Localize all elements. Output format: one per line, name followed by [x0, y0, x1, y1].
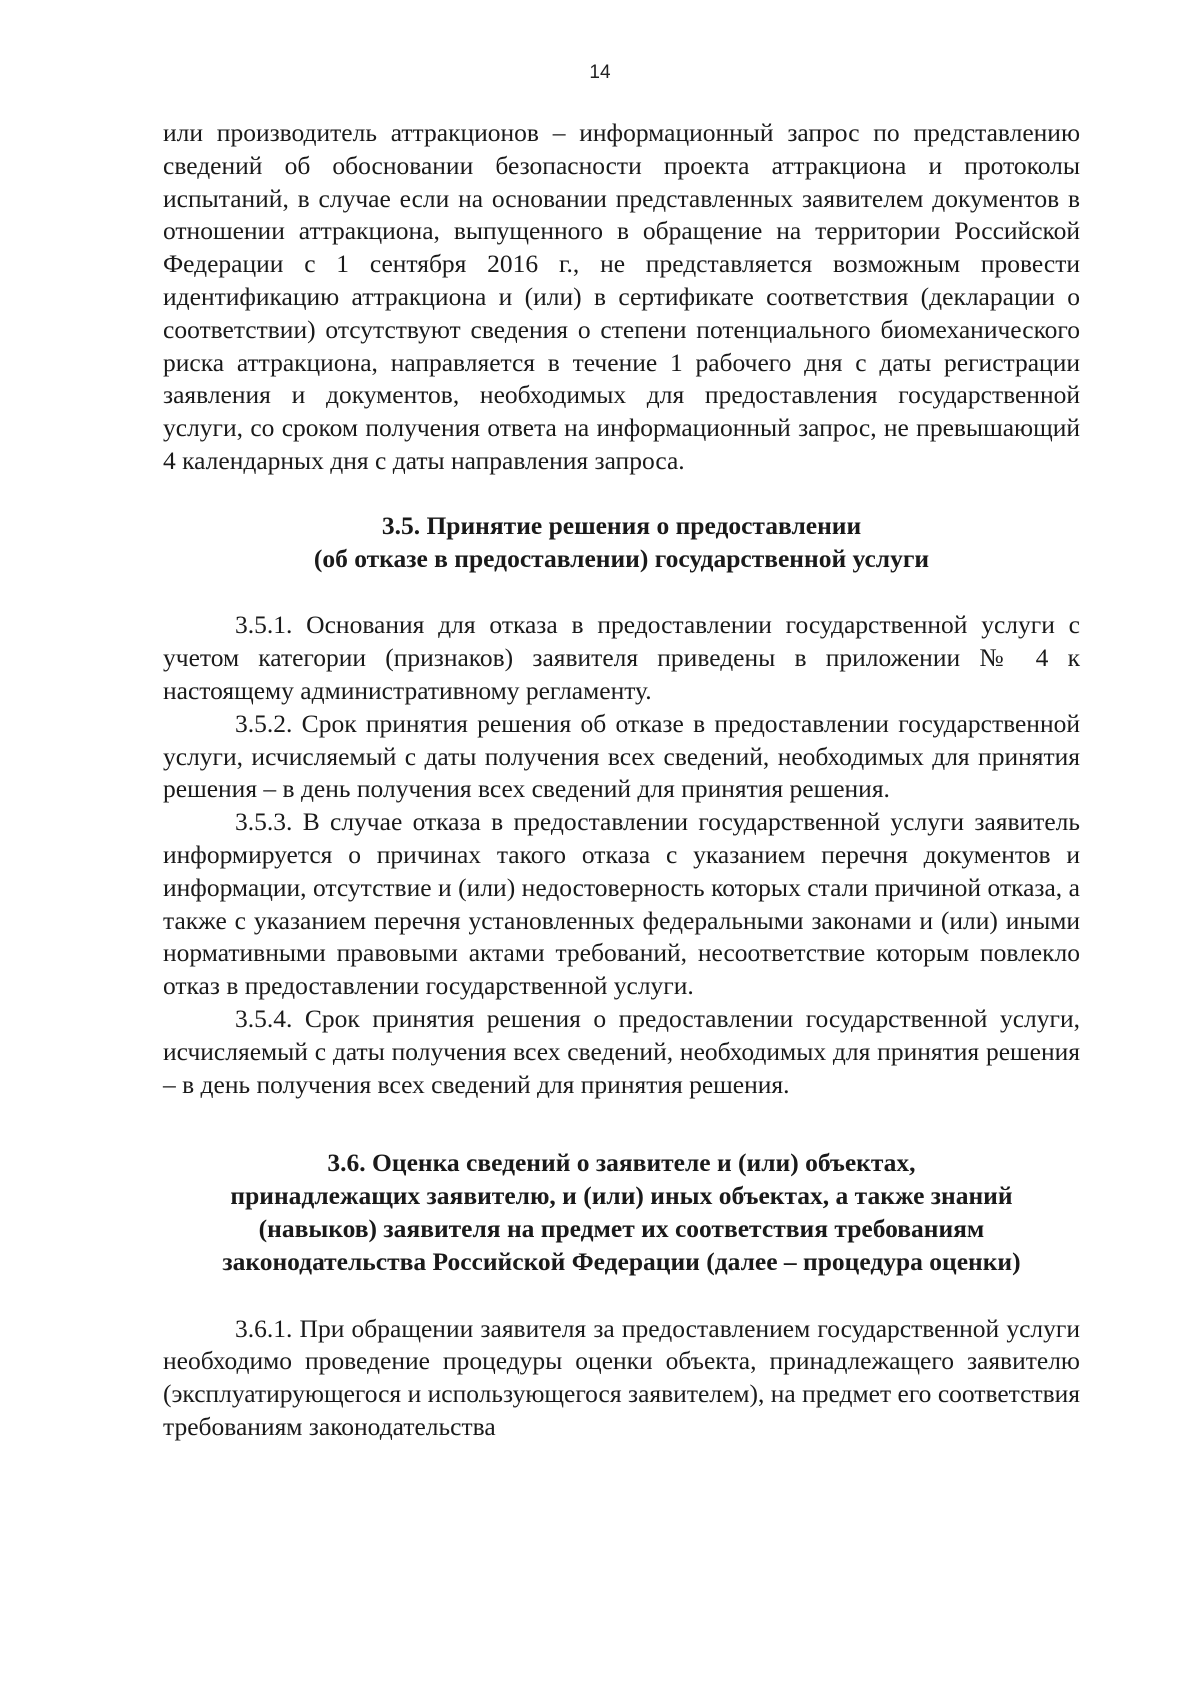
page-content [163, 117, 1080, 1444]
paragraph-3-5-3: 3.5.3. В случае отказа в предоставлении государственной услуги заявитель информируется о причинах такого отказа с указанием перечня документов и информации, отсутствие и (или) недостоверность которых стали причиной отказа, а также с указанием перечня установленных федеральными законами и (или) иными нормативными правовыми актами требований, несоответствие которым повлекло отказ в предоставлении государственной услуги. [163, 807, 1080, 1001]
section-heading-3-6-line-3: (навыков) заявителя на предмет их соответствия требованиям [258, 1213, 985, 1243]
section-heading-3-6-line-1: 3.6. Оценка сведений о заявителе и (или) объектах, [327, 1148, 916, 1178]
section-heading-3-6-line-2: принадлежащих заявителю, и (или) иных объектах, а также знаний [230, 1181, 1013, 1211]
section-heading-3-5-line-1: 3.5. Принятие решения о предоставлении [381, 510, 862, 540]
section-heading-3-6 [163, 1147, 1080, 1278]
section-heading-3-6-line-4: законодательства Российской Федерации (далее – процедура оценки) [222, 1246, 1021, 1276]
paragraph-3-5-4: 3.5.4. Срок принятия решения о предоставлении государственной услуги, исчисляемый с даты получения всех сведений, необходимых для принятия решения – в день получения всех сведений для принятия решения. [163, 1003, 1080, 1099]
page-number: 14 [589, 62, 611, 83]
section-heading-3-5-line-2: (об отказе в предоставлении) государственной услуги [313, 543, 930, 573]
paragraph-3-5-1: 3.5.1. Основания для отказа в предоставлении государственной услуги с учетом категории (признаков) заявителя приведены в приложении № 4 к настоящему административному регламенту. [163, 610, 1080, 705]
paragraph-3-5-2: 3.5.2. Срок принятия решения об отказе в предоставлении государственной услуги, исчисляемый с даты получения всех сведений, необходимых для принятия решения – в день получения всех сведений для принятия решения. [163, 708, 1080, 804]
section-heading-3-5 [163, 510, 1080, 576]
paragraph-continuation: или производитель аттракционов – информационный запрос по представлению сведений об обосновании безопасности проекта аттракциона и протоколы испытаний, в случае если на основании представленных заявителем документов в отношении аттракциона, выпущенного в обращение на территории Российской Федерации с 1 сентября 2016 г., не представляется возможным провести идентификацию аттракциона и (или) в сертификате соответствия (декларации о соответствии) отсутствуют сведения о степени потенциального биомеханического риска аттракциона, направляется в течение 1 рабочего дня с даты регистрации заявления и документов, необходимых для предоставления государственной услуги, со сроком получения ответа на информационный запрос, не превышающий 4 календарных дня с даты направления запроса. [163, 118, 1080, 475]
paragraph-3-6-1: 3.6.1. При обращении заявителя за предоставлением государственной услуги необходимо проведение процедуры оценки объекта, принадлежащего заявителю (эксплуатирующегося и использующегося заявителем), на предмет его соответствия требованиям законодательства [163, 1313, 1080, 1441]
